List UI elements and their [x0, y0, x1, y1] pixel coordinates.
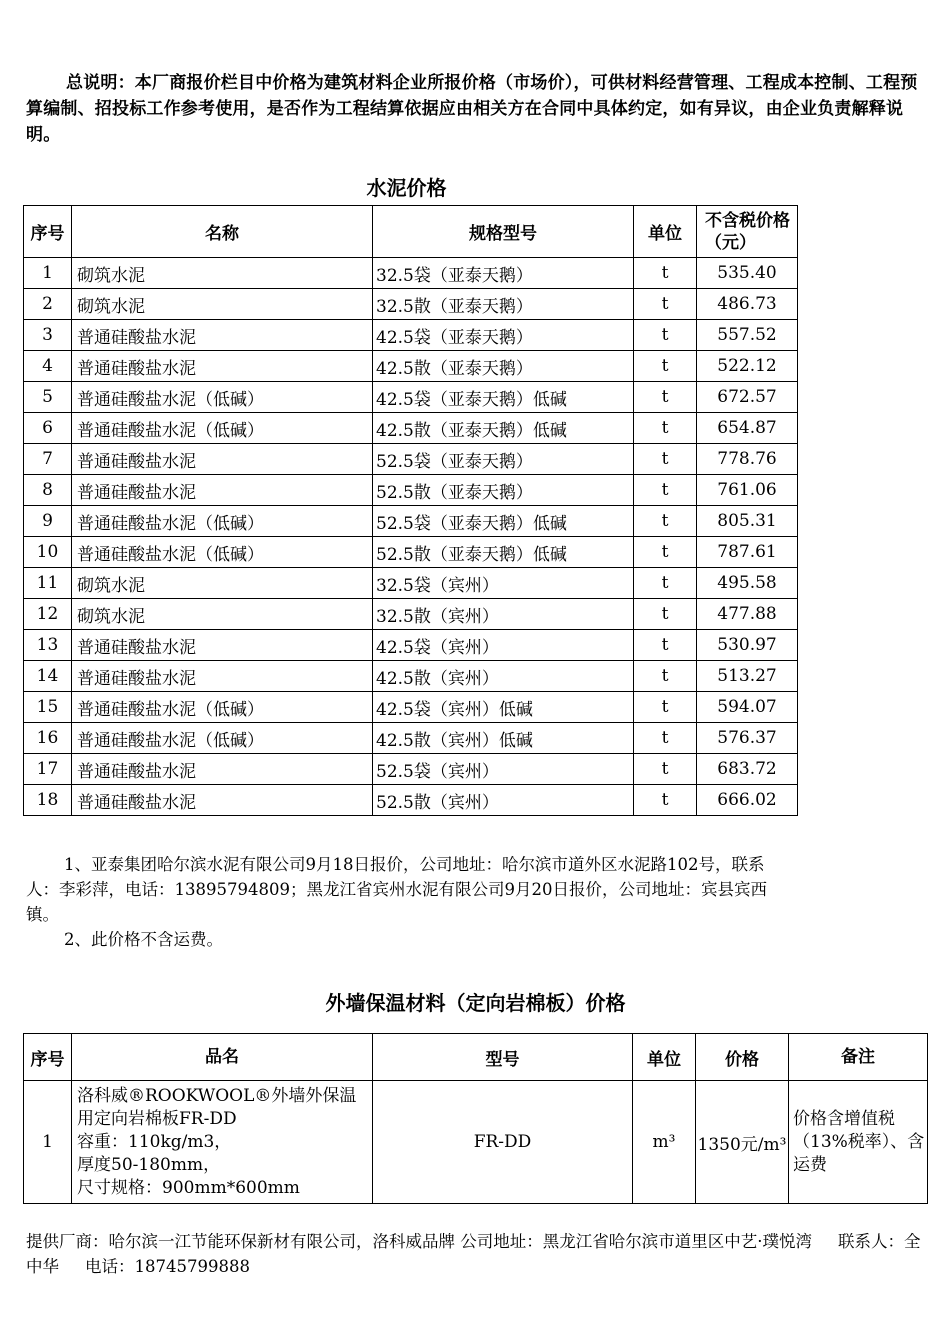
cell-unit: t: [634, 568, 697, 599]
table-row: [24, 754, 798, 785]
cell-spec: 52.5散（亚泰天鹅）: [373, 475, 634, 506]
cell-idx: 7: [24, 444, 72, 475]
cell-unit: t: [634, 475, 697, 506]
cell-price: 683.72: [697, 754, 798, 785]
cell-idx: 3: [24, 320, 72, 351]
table-row: [24, 661, 798, 692]
cell-price: 761.06: [697, 475, 798, 506]
cell-spec: 42.5袋（宾州）低碱: [373, 692, 634, 723]
cell-name: 普通硅酸盐水泥（低碱）: [72, 692, 373, 723]
cell-unit: t: [634, 289, 697, 320]
cell-name: 砌筑水泥: [72, 599, 373, 630]
cell-unit: t: [634, 351, 697, 382]
cement-price-title: 水泥价格: [366, 176, 447, 200]
table-row: [24, 723, 798, 754]
table-row: [24, 568, 798, 599]
cell-idx: 16: [24, 723, 72, 754]
cell-unit: t: [634, 537, 697, 568]
cell-idx: 13: [24, 630, 72, 661]
cell-price: 522.12: [697, 351, 798, 382]
cell-idx: 14: [24, 661, 72, 692]
cell-price: 486.73: [697, 289, 798, 320]
cell-idx: 1: [24, 258, 72, 289]
table-row: [24, 506, 798, 537]
cell-name: 普通硅酸盐水泥（低碱）: [72, 506, 373, 537]
cell-price: 1350元/m³: [696, 1081, 789, 1204]
cell-idx: 11: [24, 568, 72, 599]
cell-spec: 52.5散（宾州）: [373, 785, 634, 816]
table-row: [24, 413, 798, 444]
cell-spec: 52.5袋（亚泰天鹅）低碱: [373, 506, 634, 537]
insulation-price-table: [23, 1033, 928, 1204]
cell-name: 普通硅酸盐水泥（低碱）: [72, 413, 373, 444]
cell-spec: 52.5散（亚泰天鹅）低碱: [373, 537, 634, 568]
cell-name: 普通硅酸盐水泥: [72, 320, 373, 351]
table-row: [24, 475, 798, 506]
cell-name: 普通硅酸盐水泥: [72, 630, 373, 661]
cell-unit: t: [634, 506, 697, 537]
cement-price-table: [23, 205, 798, 816]
cell-spec: 42.5袋（宾州）: [373, 630, 634, 661]
cell-spec: 42.5袋（亚泰天鹅）: [373, 320, 634, 351]
cell-price: 594.07: [697, 692, 798, 723]
cell-price: 557.52: [697, 320, 798, 351]
cell-unit: m³: [633, 1081, 696, 1204]
cell-name: 普通硅酸盐水泥: [72, 661, 373, 692]
general-description: 总说明：本厂商报价栏目中价格为建筑材料企业所报价格（市场价），可供材料经营管理、工程成本控制、工程预算编制、招投标工作参考使用，是否作为工程结算依据应由相关方在合同中具体约定，如有异议，由企业负责解释说明。: [26, 73, 918, 145]
cell-unit: t: [634, 630, 697, 661]
cell-name: 普通硅酸盐水泥: [72, 785, 373, 816]
cell-idx: 5: [24, 382, 72, 413]
cell-name: 普通硅酸盐水泥（低碱）: [72, 537, 373, 568]
cell-price: 787.61: [697, 537, 798, 568]
cement-notes: [26, 852, 796, 952]
supplier-text: 提供厂商：哈尔滨一江节能环保新材有限公司，洛科威品牌 公司地址：黑龙江省哈尔滨市道里区中艺·璞悦湾: [26, 1232, 812, 1251]
header-spec: 规格型号: [373, 206, 634, 258]
header-unit: 单位: [634, 206, 697, 258]
cell-name: 普通硅酸盐水泥: [72, 444, 373, 475]
product-size-line: 尺寸规格：900mm*600mm: [77, 1177, 300, 1198]
cell-spec: 52.5袋（亚泰天鹅）: [373, 444, 634, 475]
cell-price: 666.02: [697, 785, 798, 816]
cement-note-2: 2、此价格不含运费。: [64, 930, 223, 949]
cell-unit: t: [634, 785, 697, 816]
product-name-line: 洛科威®ROOKWOOL®外墙外保温用定向岩棉板FR-DD: [77, 1085, 357, 1129]
cell-unit: t: [634, 754, 697, 785]
cell-price: 530.97: [697, 630, 798, 661]
header-price: 价格: [696, 1034, 789, 1081]
cell-idx: 9: [24, 506, 72, 537]
cell-price: 672.57: [697, 382, 798, 413]
supplier-info: [26, 1229, 926, 1279]
cell-idx: 18: [24, 785, 72, 816]
header-product-name: 品名: [72, 1034, 373, 1081]
cell-name: 砌筑水泥: [72, 289, 373, 320]
cell-spec: 42.5袋（亚泰天鹅）低碱: [373, 382, 634, 413]
cell-unit: t: [634, 413, 697, 444]
product-thickness-line: 厚度50-180mm，: [77, 1154, 221, 1175]
cell-spec: 32.5散（宾州）: [373, 599, 634, 630]
table-row: [24, 1081, 928, 1204]
insulation-price-title: 外墙保温材料（定向岩棉板）价格: [325, 991, 626, 1015]
cell-price: 477.88: [697, 599, 798, 630]
cell-spec: 32.5袋（宾州）: [373, 568, 634, 599]
header-model: 型号: [373, 1034, 633, 1081]
cell-unit: t: [634, 599, 697, 630]
header-idx: 序号: [24, 1034, 72, 1081]
cell-idx: 1: [24, 1081, 72, 1204]
table-row: [24, 599, 798, 630]
cell-remark: 价格含增值税（13%税率）、含运费: [789, 1081, 928, 1204]
cell-idx: 10: [24, 537, 72, 568]
cell-idx: 8: [24, 475, 72, 506]
cell-product-name: [72, 1081, 373, 1204]
cell-price: 495.58: [697, 568, 798, 599]
cell-name: 普通硅酸盐水泥: [72, 475, 373, 506]
table-row: [24, 382, 798, 413]
header-remark: 备注: [789, 1034, 928, 1081]
cell-spec: 52.5袋（宾州）: [373, 754, 634, 785]
cell-spec: 32.5散（亚泰天鹅）: [373, 289, 634, 320]
cell-spec: 32.5袋（亚泰天鹅）: [373, 258, 634, 289]
cell-idx: 12: [24, 599, 72, 630]
table-row: [24, 320, 798, 351]
cell-spec: 42.5散（亚泰天鹅）低碱: [373, 413, 634, 444]
cell-name: 普通硅酸盐水泥（低碱）: [72, 382, 373, 413]
header-price: 不含税价格（元）: [697, 206, 798, 258]
cell-spec: 42.5散（宾州）: [373, 661, 634, 692]
table-row: [24, 258, 798, 289]
cell-unit: t: [634, 692, 697, 723]
table-row: [24, 289, 798, 320]
cell-name: 普通硅酸盐水泥（低碱）: [72, 723, 373, 754]
cell-unit: t: [634, 444, 697, 475]
contact-person: 联系人：全中华: [26, 1232, 921, 1276]
cell-model: FR-DD: [373, 1081, 633, 1204]
product-density-line: 容重：110kg/m3，: [77, 1131, 232, 1152]
cell-price: 576.37: [697, 723, 798, 754]
cell-unit: t: [634, 723, 697, 754]
table-row: [24, 630, 798, 661]
cell-unit: t: [634, 382, 697, 413]
header-name: 名称: [72, 206, 373, 258]
header-unit: 单位: [633, 1034, 696, 1081]
cell-name: 普通硅酸盐水泥: [72, 351, 373, 382]
cell-price: 535.40: [697, 258, 798, 289]
cell-unit: t: [634, 258, 697, 289]
cell-spec: 42.5散（亚泰天鹅）: [373, 351, 634, 382]
table-row: [24, 351, 798, 382]
cell-name: 砌筑水泥: [72, 568, 373, 599]
table-row: [24, 444, 798, 475]
cell-idx: 2: [24, 289, 72, 320]
cell-unit: t: [634, 320, 697, 351]
cell-name: 砌筑水泥: [72, 258, 373, 289]
cell-idx: 4: [24, 351, 72, 382]
cell-spec: 42.5散（宾州）低碱: [373, 723, 634, 754]
cell-name: 普通硅酸盐水泥: [72, 754, 373, 785]
cell-price: 778.76: [697, 444, 798, 475]
table-header-row: [24, 206, 798, 258]
cell-unit: t: [634, 661, 697, 692]
table-row: [24, 785, 798, 816]
cell-price: 654.87: [697, 413, 798, 444]
table-row: [24, 537, 798, 568]
table-row: [24, 692, 798, 723]
table-header-row: [24, 1034, 928, 1081]
cell-price: 805.31: [697, 506, 798, 537]
cell-idx: 6: [24, 413, 72, 444]
contact-phone: 电话：18745799888: [85, 1257, 250, 1276]
header-idx: 序号: [24, 206, 72, 258]
cement-note-1: 1、亚泰集团哈尔滨水泥有限公司9月18日报价，公司地址：哈尔滨市道外区水泥路102号，联系人：李彩萍，电话：13895794809；黑龙江省宾州水泥有限公司9月20日报价，公司地址：宾县宾西镇。: [26, 855, 767, 924]
cell-price: 513.27: [697, 661, 798, 692]
cell-idx: 17: [24, 754, 72, 785]
cell-idx: 15: [24, 692, 72, 723]
